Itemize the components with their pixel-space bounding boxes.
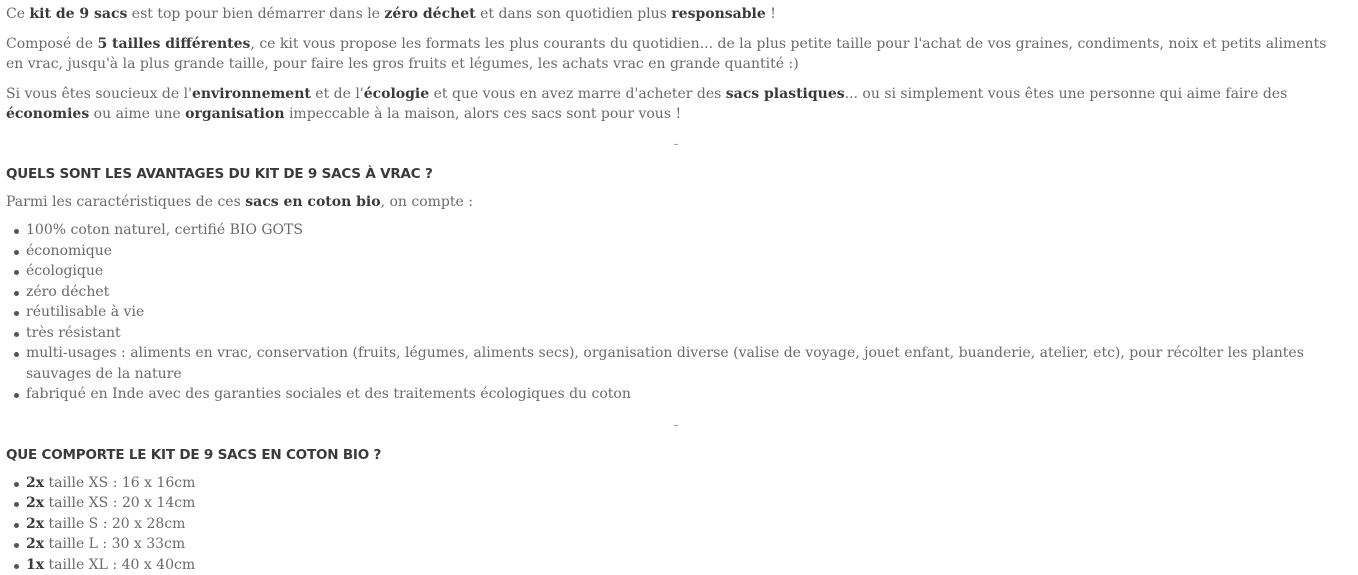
emphasis-zero-dechet: zéro déchet: [384, 6, 475, 22]
contents-heading: QUE COMPORTE LE KIT DE 9 SACS EN COTON BIO ?: [6, 445, 1346, 465]
advantages-intro: [6, 192, 1346, 213]
list-item: réutilisable à vie: [26, 302, 1346, 323]
section-separator: -: [6, 134, 1346, 154]
list-item: [26, 534, 1346, 555]
list-item: économique: [26, 241, 1346, 262]
text: est top pour bien démarrer dans le: [127, 6, 384, 22]
text: ou aime une: [89, 106, 185, 122]
list-item: [26, 473, 1346, 494]
list-item: très résistant: [26, 323, 1346, 344]
list-item: [26, 514, 1346, 535]
emphasis-ecologie: écologie: [364, 86, 429, 102]
text: ... ou si simplement vous êtes une personne qui aime faire des: [845, 86, 1288, 102]
text: , ce kit vous propose les formats les plus courants du quotidien... de la plus petite taille pour l'achat de vos graines, condiments, noix et petits aliments en vrac, jusqu'à la plus grande taille, pour faire les gros fruits et légumes, les achats vrac en grande quantité :): [6, 36, 1326, 73]
intro-paragraph-1: [6, 4, 1346, 25]
text: Ce: [6, 6, 29, 22]
quantity: 1x: [26, 557, 44, 573]
text: et de l': [311, 86, 364, 102]
size-text: taille XS : 16 x 16cm: [44, 475, 195, 491]
emphasis-responsable: responsable: [671, 6, 765, 22]
list-item: zéro déchet: [26, 282, 1346, 303]
list-item: multi-usages : aliments en vrac, conservation (fruits, légumes, aliments secs), organisation diverse (valise de voyage, jouet enfant, buanderie, atelier, etc), pour récolter les plantes sauvages de la nature: [26, 343, 1346, 384]
contents-list: [6, 473, 1346, 575]
emphasis-economies: économies: [6, 106, 89, 122]
list-item: écologique: [26, 261, 1346, 282]
intro-paragraph-2: [6, 34, 1346, 75]
quantity: 2x: [26, 516, 44, 532]
list-item: 100% coton naturel, certifié BIO GOTS: [26, 220, 1346, 241]
text: impeccable à la maison, alors ces sacs sont pour vous !: [285, 106, 682, 122]
intro-paragraph-3: [6, 84, 1346, 125]
emphasis-environnement: environnement: [192, 86, 311, 102]
emphasis-organisation: organisation: [185, 106, 284, 122]
size-text: taille L : 30 x 33cm: [44, 536, 185, 552]
list-item: [26, 555, 1346, 575]
quantity: 2x: [26, 536, 44, 552]
emphasis-kit: kit de 9 sacs: [29, 6, 127, 22]
size-text: taille S : 20 x 28cm: [44, 516, 185, 532]
emphasis-tailles: 5 tailles différentes: [97, 36, 250, 52]
size-text: taille XS : 20 x 14cm: [44, 495, 195, 511]
list-item: fabriqué en Inde avec des garanties sociales et des traitements écologiques du coton: [26, 384, 1346, 405]
list-item: [26, 493, 1346, 514]
text: !: [766, 6, 776, 22]
text: et dans son quotidien plus: [476, 6, 672, 22]
size-text: taille XL : 40 x 40cm: [44, 557, 195, 573]
section-separator: -: [6, 415, 1346, 435]
text: Si vous êtes soucieux de l': [6, 86, 192, 102]
text: Composé de: [6, 36, 97, 52]
emphasis-sacs-coton: sacs en coton bio: [245, 194, 380, 210]
emphasis-sacs-plastiques: sacs plastiques: [726, 86, 845, 102]
text: , on compte :: [381, 194, 473, 210]
text: et que vous en avez marre d'acheter des: [429, 86, 726, 102]
quantity: 2x: [26, 495, 44, 511]
advantages-list: [6, 220, 1346, 405]
text: Parmi les caractéristiques de ces: [6, 194, 245, 210]
advantages-heading: QUELS SONT LES AVANTAGES DU KIT DE 9 SACS À VRAC ?: [6, 164, 1346, 184]
quantity: 2x: [26, 475, 44, 491]
